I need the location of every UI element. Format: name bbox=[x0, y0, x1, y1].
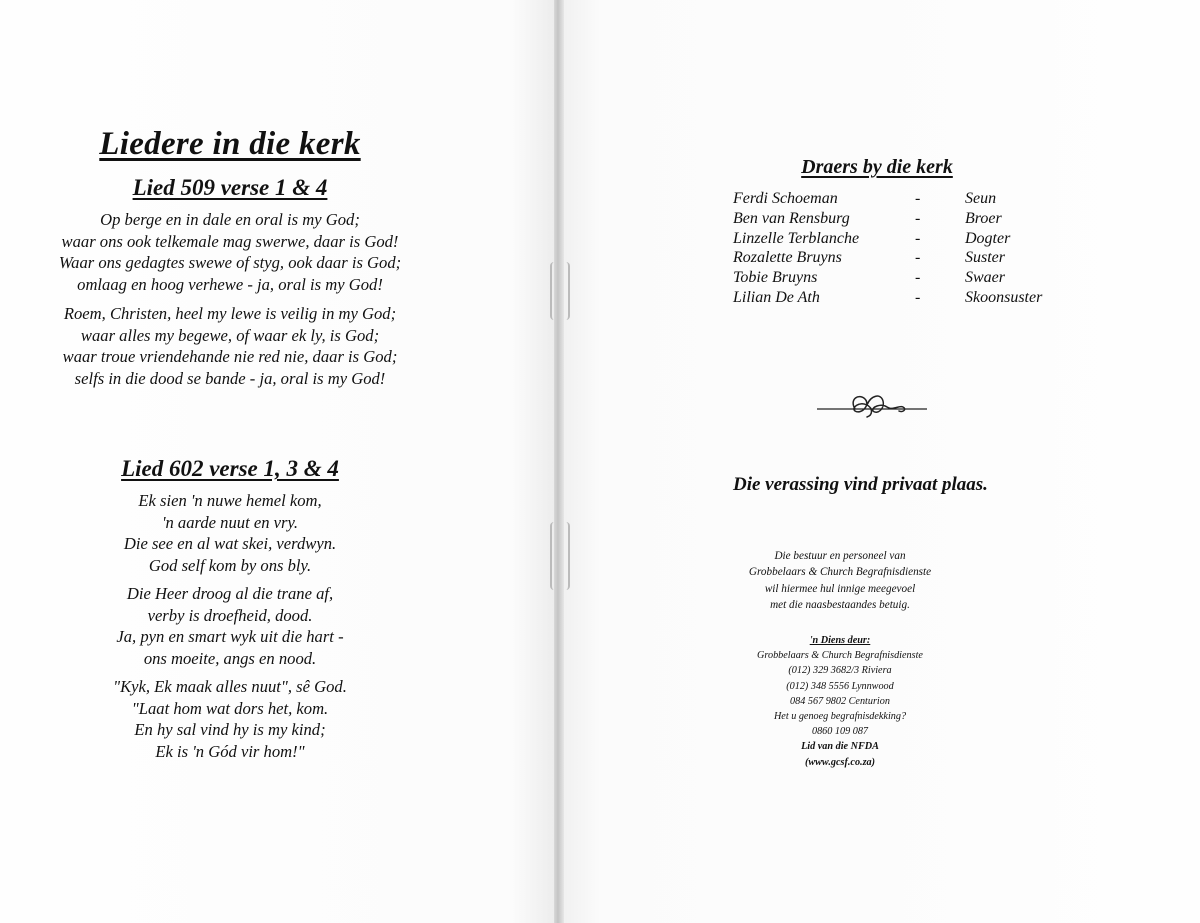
bearer-dash: - bbox=[915, 190, 921, 207]
bearer-name: Ferdi Schoeman bbox=[733, 190, 838, 207]
condolence-line: Grobbelaars & Church Begrafnisdienste bbox=[748, 566, 932, 579]
service-line: Grobbelaars & Church Begrafnisdienste bbox=[757, 650, 923, 662]
service-line: Het u genoeg begrafnisdekking? bbox=[773, 711, 907, 723]
funeral-service-info bbox=[740, 633, 940, 770]
bearer-row bbox=[733, 249, 1063, 269]
bearer-dash: - bbox=[915, 269, 921, 287]
verse-line: selfs in die dood se bande - ja, oral is my God! bbox=[74, 368, 386, 388]
booklet-spine bbox=[554, 0, 564, 923]
hymn-verse bbox=[30, 676, 430, 762]
verse-line: En hy sal vind hy is my kind; bbox=[134, 720, 326, 739]
bearer-relation: Swaer bbox=[965, 269, 1005, 287]
hymn-verse bbox=[20, 209, 440, 295]
bearer-relation: Dogter bbox=[965, 229, 1011, 247]
verse-line: 'n aarde nuut en vry. bbox=[161, 512, 299, 532]
bearer-row bbox=[733, 210, 1063, 230]
verse-line: ons moeite, angs en nood. bbox=[143, 648, 317, 668]
bearers-list bbox=[733, 190, 1063, 309]
service-line: 084 567 9802 Centurion bbox=[790, 695, 890, 707]
verse-line: waar ons ook telkemale mag swerwe, daar is God! bbox=[61, 231, 399, 251]
bearer-row bbox=[733, 190, 1063, 210]
bearer-row bbox=[733, 269, 1063, 289]
verse-line: Die Heer droog al die trane af, bbox=[126, 584, 334, 603]
bearer-name: Linzelle Terblanche bbox=[733, 229, 860, 247]
bearer-dash: - bbox=[915, 249, 921, 267]
verse-line: waar troue vriendehande nie red nie, daar is God; bbox=[62, 347, 398, 366]
verse-line: Die see en al wat skei, verdwyn. bbox=[123, 534, 337, 553]
bearer-row bbox=[733, 230, 1063, 250]
bearer-name: Tobie Bruyns bbox=[733, 269, 818, 287]
bearer-relation: Broer bbox=[965, 209, 1002, 227]
verse-line: Waar ons gedagtes swewe of styg, ook daar is God; bbox=[58, 253, 402, 272]
verse-line: "Laat hom wat dors het, kom. bbox=[131, 698, 329, 718]
bearers-title: Draers by die kerk bbox=[801, 156, 953, 178]
bearer-dash: - bbox=[915, 209, 921, 227]
hymn-title: Lied 509 verse 1 & 4 bbox=[132, 175, 328, 200]
verse-line: "Kyk, Ek maak alles nuut", sê God. bbox=[113, 677, 347, 696]
membership-line: Lid van die NFDA bbox=[801, 741, 879, 753]
bearer-relation: Seun bbox=[965, 190, 997, 207]
hymn-verse bbox=[20, 303, 440, 389]
service-line: 0860 109 087 bbox=[811, 726, 869, 738]
condolence-line: met die naasbestaandes betuig. bbox=[770, 599, 910, 612]
hymn-verse bbox=[30, 583, 430, 669]
verse-line: omlaag en hoog verhewe - ja, oral is my God! bbox=[77, 274, 383, 294]
bearer-name: Lilian De Ath bbox=[733, 288, 820, 306]
website-link[interactable]: (www.gcsf.co.za) bbox=[804, 756, 876, 768]
bearer-relation: Suster bbox=[965, 249, 1005, 267]
bearer-relation: Skoonsuster bbox=[965, 288, 1043, 306]
bearer-name: Ben van Rensburg bbox=[733, 209, 850, 227]
verse-line: Roem, Christen, heel my lewe is veilig in my God; bbox=[63, 304, 397, 323]
service-heading: 'n Diens deur: bbox=[809, 635, 871, 646]
verse-line: verby is droefheid, dood. bbox=[147, 605, 313, 625]
bearer-dash: - bbox=[915, 288, 921, 306]
cremation-note: Die verassing vind privaat plaas. bbox=[733, 474, 988, 495]
hymn-title: Lied 602 verse 1, 3 & 4 bbox=[121, 456, 339, 481]
page-title: Liedere in die kerk bbox=[99, 126, 361, 162]
bearer-name: Rozalette Bruyns bbox=[733, 249, 842, 267]
condolence-line: wil hiermee hul innige meegevoel bbox=[764, 582, 916, 595]
verse-line: Op berge en in dale en oral is my God; bbox=[100, 210, 360, 229]
service-line: (012) 348 5556 Lynnwood bbox=[786, 680, 894, 692]
service-line: (012) 329 3682/3 Riviera bbox=[788, 665, 892, 677]
hymn-verse bbox=[30, 490, 430, 576]
verse-line: God self kom by ons bly. bbox=[148, 555, 312, 575]
binding-stitch bbox=[550, 522, 570, 590]
bearer-row bbox=[733, 289, 1063, 309]
condolence-line: Die bestuur en personeel van bbox=[774, 550, 906, 562]
bearer-dash: - bbox=[915, 229, 921, 247]
right-page bbox=[562, 0, 1200, 923]
flourish-ornament-icon bbox=[815, 385, 930, 425]
verse-line: waar alles my begewe, of waar ek ly, is God; bbox=[80, 325, 380, 345]
binding-stitch bbox=[550, 262, 570, 320]
verse-line: Ek is 'n Gód vir hom!" bbox=[155, 741, 305, 761]
condolence-message bbox=[740, 548, 940, 614]
verse-line: Ja, pyn en smart wyk uit die hart - bbox=[116, 627, 344, 646]
verse-line: Ek sien 'n nuwe hemel kom, bbox=[138, 491, 322, 510]
